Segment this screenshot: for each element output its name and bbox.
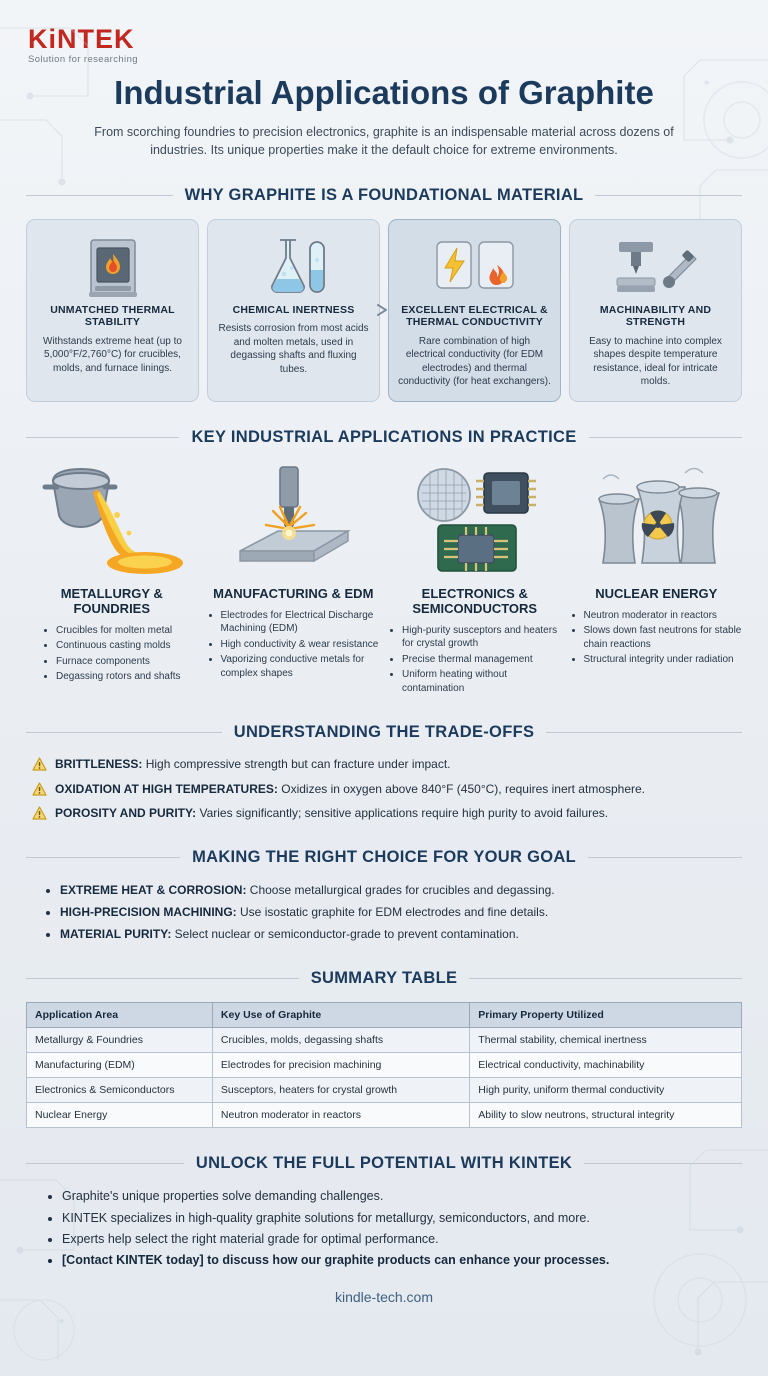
brand-tagline: Solution for researching [28, 54, 138, 65]
application-items [43, 624, 181, 686]
divider-line [546, 732, 742, 733]
cnc-machine-icon [613, 230, 699, 304]
table-header-row [27, 1003, 742, 1028]
tradeoff-label: OXIDATION AT HIGH TEMPERATURES: [55, 781, 278, 796]
flask-test-tube-icon [256, 230, 332, 304]
why-card-chemical-inertness [207, 219, 380, 402]
list-item [60, 925, 742, 943]
table-row [27, 1028, 742, 1053]
divider-line [26, 732, 222, 733]
summary-table [26, 1002, 742, 1128]
list-item-contact[interactable]: • [Contact KINTEK today] to discuss how our graphite products can enhance your processes. [62, 1251, 742, 1270]
molten-metal-pour-icon [37, 461, 187, 579]
nuclear-cooling-tower-icon [581, 461, 731, 579]
choice-label: MATERIAL PURITY: [60, 927, 172, 942]
brand-name: KiNTEK [28, 24, 135, 54]
page-title: Industrial Applications of Graphite [114, 74, 654, 111]
application-title: ELECTRONICS & SEMICONDUCTORS [412, 585, 538, 616]
why-card-title: EXCELLENT ELECTRICAL & THERMAL CONDUCTIVITY [401, 303, 548, 329]
section-heading-why [26, 186, 742, 205]
table-cell: High purity, uniform thermal conductivity [470, 1078, 742, 1103]
list-item: • Slows down fast neutrons for stable chain reactions [584, 624, 743, 651]
application-title: MANUFACTURING & EDM [213, 585, 374, 601]
choice-label: EXTREME HEAT & CORROSION: [60, 883, 247, 898]
warning-triangle-icon [32, 806, 47, 820]
tradeoff-text: Oxidizes in oxygen above 840°F (450°C), requires inert atmosphere. [281, 781, 646, 796]
list-item: • Degassing rotors and shafts [56, 670, 181, 684]
list-item: • KINTEK specializes in high-quality graphite solutions for metallurgy, semiconductors, and more. [62, 1209, 742, 1228]
tradeoff-item [32, 756, 742, 773]
table-cell: Electrical conductivity, machinability [470, 1053, 742, 1078]
why-card-description: Rare combination of high electrical conductivity (for EDM electrodes) and thermal conductivity (for heat exchangers). [398, 335, 551, 388]
footer-site-link[interactable]: kindle-tech.com [334, 1288, 434, 1305]
section-title: UNDERSTANDING THE TRADE-OFFS [233, 723, 535, 742]
table-row [27, 1103, 742, 1128]
warning-triangle-icon [32, 782, 47, 796]
section-title: KEY INDUSTRIAL APPLICATIONS IN PRACTICE [191, 427, 577, 446]
table-cell: Electronics & Semiconductors [27, 1078, 213, 1103]
tradeoff-text: Varies significantly; sensitive applications require high purity to avoid failures. [199, 805, 609, 820]
application-manufacturing-edm [208, 461, 380, 697]
list-item [60, 903, 742, 921]
application-nuclear-energy [571, 461, 743, 697]
table-cell: Electrodes for precision machining [212, 1053, 469, 1078]
table-column-header: Application Area [27, 1003, 213, 1028]
divider-line [26, 978, 299, 979]
table-cell: Nuclear Energy [27, 1103, 213, 1128]
table-cell: Manufacturing (EDM) [27, 1053, 213, 1078]
why-card-description: Resists corrosion from most acids and molten metals, used in degassing shafts and fluxing tubes. [218, 323, 369, 375]
list-item: • Structural integrity under radiation [584, 653, 743, 667]
divider-line [26, 1163, 184, 1164]
divider-line [595, 195, 742, 196]
divider-line [584, 1163, 742, 1164]
divider-line [26, 437, 179, 438]
divider-line [589, 437, 742, 438]
why-card-description: Withstands extreme heat (up to 5,000°F/2,760°C) for crucibles, molds, and furnace linings. [43, 335, 182, 374]
divider-line [26, 195, 173, 196]
lightning-heat-icon [433, 230, 517, 304]
table-row [27, 1078, 742, 1103]
section-title: MAKING THE RIGHT CHOICE FOR YOUR GOAL [192, 848, 576, 867]
section-heading-tradeoffs [26, 723, 742, 742]
list-item: • Neutron moderator in reactors [584, 609, 743, 623]
application-metallurgy-foundries [26, 461, 198, 697]
choice-text: Use isostatic graphite for EDM electrodes and fine details. [240, 905, 549, 920]
unlock-list [26, 1187, 742, 1271]
tradeoffs-list [26, 756, 742, 822]
applications-row [26, 461, 742, 697]
list-item: • Electrodes for Electrical Discharge Machining (EDM) [221, 609, 380, 636]
application-electronics-semiconductors [389, 461, 561, 697]
section-heading-unlock [26, 1154, 742, 1173]
why-card-title: CHEMICAL INERTNESS [232, 303, 355, 316]
list-item [60, 881, 742, 899]
list-item: • Graphite's unique properties solve demanding challenges. [62, 1187, 742, 1206]
table-cell: Neutron moderator in reactors [212, 1103, 469, 1128]
section-title: WHY GRAPHITE IS A FOUNDATIONAL MATERIAL [184, 185, 584, 204]
section-title: UNLOCK THE FULL POTENTIAL WITH KINTEK [195, 1154, 573, 1173]
furnace-flame-icon [83, 230, 143, 304]
brand-logo [0, 0, 768, 69]
choice-label: HIGH-PRECISION MACHINING: [60, 905, 237, 920]
tradeoff-item [32, 805, 742, 822]
table-cell: Ability to slow neutrons, structural integrity [470, 1103, 742, 1128]
section-title: SUMMARY TABLE [310, 969, 458, 988]
list-item: • Crucibles for molten metal [56, 624, 181, 638]
table-cell: Metallurgy & Foundries [27, 1028, 213, 1053]
divider-line [469, 978, 742, 979]
list-item: • Furnace components [56, 655, 181, 669]
semiconductor-wafer-chip-icon [400, 461, 550, 579]
page-subtitle: From scorching foundries to precision electronics, graphite is an indispensable material across dozens of industries. Its unique properties make it the default choice for extreme environments. [94, 125, 674, 158]
list-item: • Vaporizing conductive metals for complex shapes [221, 653, 380, 680]
divider-line [588, 857, 742, 858]
why-card-machinability [569, 219, 742, 402]
tradeoff-label: BRITTLENESS: [55, 757, 143, 772]
application-title: METALLURGY & FOUNDRIES [60, 585, 163, 616]
tradeoff-text: High compressive strength but can fracture under impact. [145, 757, 451, 772]
edm-spark-icon [218, 461, 368, 579]
list-item: • Precise thermal management [402, 653, 561, 667]
choice-text: Select nuclear or semiconductor-grade to prevent contamination. [174, 927, 519, 942]
list-item: • High-purity susceptors and heaters for crystal growth [402, 624, 561, 651]
choice-list [26, 881, 742, 943]
tradeoff-label: POROSITY AND PURITY: [55, 805, 197, 820]
table-cell: Crucibles, molds, degassing shafts [212, 1028, 469, 1053]
why-cards-row [26, 219, 742, 402]
choice-text: Choose metallurgical grades for crucibles and degassing. [249, 883, 555, 898]
arrow-right-icon [376, 303, 390, 317]
table-column-header: Key Use of Graphite [212, 1003, 469, 1028]
table-cell: Thermal stability, chemical inertness [470, 1028, 742, 1053]
application-title: NUCLEAR ENERGY [595, 585, 718, 601]
warning-triangle-icon [32, 757, 47, 771]
section-heading-applications [26, 428, 742, 447]
list-item: • Uniform heating without contamination [402, 668, 561, 695]
application-items [389, 624, 561, 698]
table-column-header: Primary Property Utilized [470, 1003, 742, 1028]
why-card-conductivity [388, 219, 561, 402]
why-card-title: UNMATCHED THERMAL STABILITY [50, 303, 175, 329]
tradeoff-item [32, 781, 742, 798]
why-card-title: MACHINABILITY AND STRENGTH [599, 303, 712, 329]
application-items [208, 609, 380, 683]
table-row [27, 1053, 742, 1078]
divider-line [26, 857, 180, 858]
section-heading-summary [26, 969, 742, 988]
list-item: • Continuous casting molds [56, 639, 181, 653]
application-items [571, 609, 743, 669]
list-item: • High conductivity & wear resistance [221, 638, 380, 652]
why-card-description: Easy to machine into complex shapes despite temperature resistance, ideal for intricate molds. [589, 335, 722, 388]
table-cell: Susceptors, heaters for crystal growth [212, 1078, 469, 1103]
why-card-thermal-stability [26, 219, 199, 402]
list-item: • Experts help select the right material grade for optimal performance. [62, 1230, 742, 1249]
section-heading-choice [26, 848, 742, 867]
